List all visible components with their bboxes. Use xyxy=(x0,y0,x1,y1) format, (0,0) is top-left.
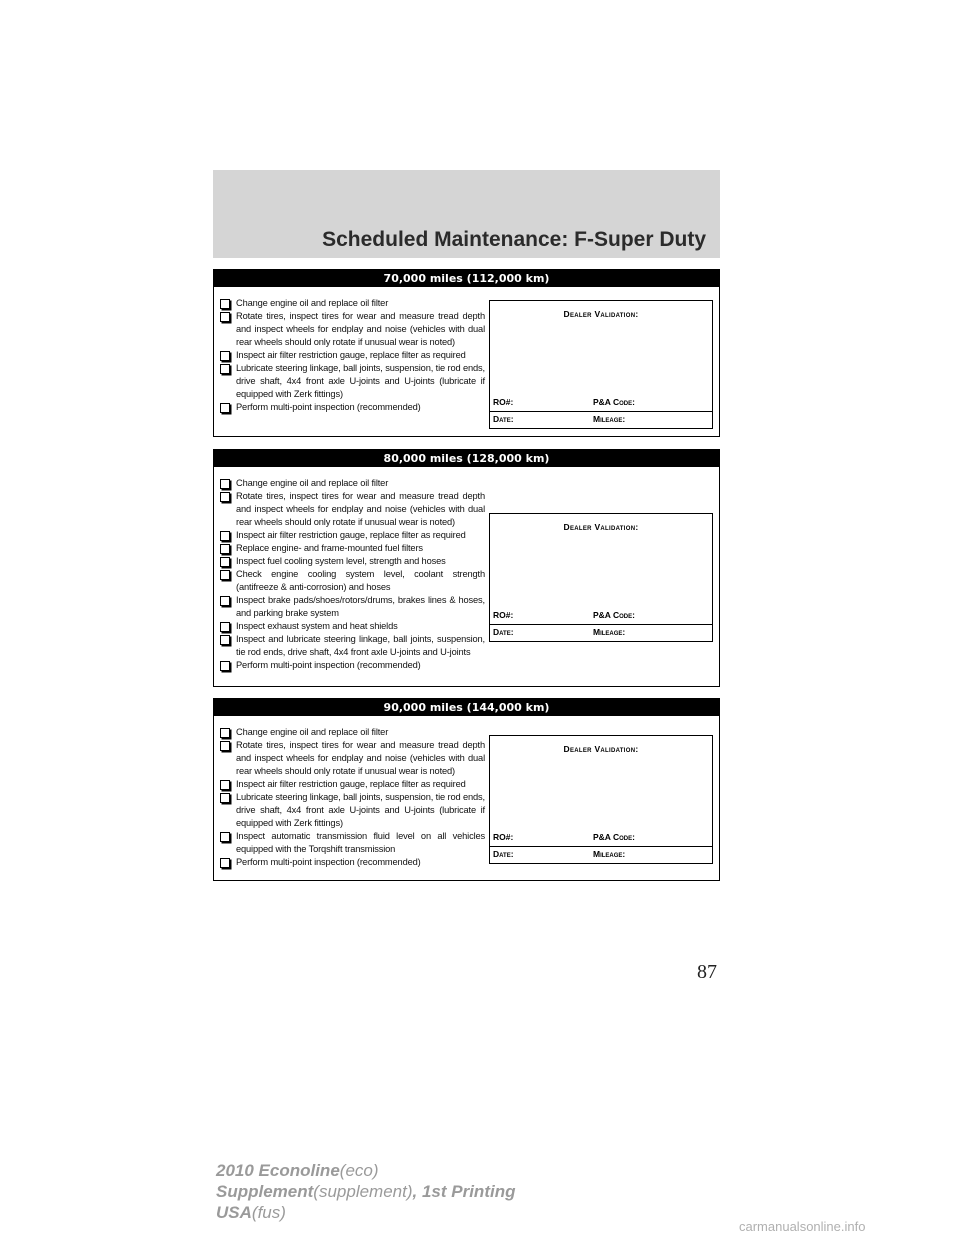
maintenance-section-90k xyxy=(213,698,720,881)
checklist-item[interactable]: Replace engine- and frame-mounted fuel filters xyxy=(220,542,485,555)
checklist-item[interactable]: Perform multi-point inspection (recommended) xyxy=(220,659,485,672)
checkbox-icon[interactable] xyxy=(220,479,230,489)
checkbox-icon[interactable] xyxy=(220,622,230,632)
dealer-validation-box xyxy=(489,300,713,429)
checkbox-icon[interactable] xyxy=(220,793,230,803)
ro-number-label: RO#: xyxy=(493,832,514,842)
checkbox-icon[interactable] xyxy=(220,312,230,322)
section-heading: 80,000 miles (128,000 km) xyxy=(214,450,719,467)
checkbox-icon[interactable] xyxy=(220,492,230,502)
maintenance-section-80k xyxy=(213,449,720,687)
checklist-item[interactable]: Check engine cooling system level, coolant strength (antifreeze & anti-corrosion) and hoses xyxy=(220,568,485,594)
checkbox-icon[interactable] xyxy=(220,635,230,645)
checkbox-icon[interactable] xyxy=(220,741,230,751)
checkbox-icon[interactable] xyxy=(220,557,230,567)
ro-number-label: RO#: xyxy=(493,397,514,407)
checklist-item[interactable]: Perform multi-point inspection (recommended) xyxy=(220,401,485,414)
pa-code-label: P&A Code: xyxy=(593,397,635,407)
checklist-item[interactable]: Inspect air filter restriction gauge, replace filter as required xyxy=(220,529,485,542)
page-header-band xyxy=(213,170,720,258)
checkbox-icon[interactable] xyxy=(220,544,230,554)
ro-number-label: RO#: xyxy=(493,610,514,620)
checklist-item[interactable]: Perform multi-point inspection (recommended) xyxy=(220,856,485,869)
checkbox-icon[interactable] xyxy=(220,661,230,671)
mileage-label: Mileage: xyxy=(593,414,626,424)
checklist-item[interactable]: Rotate tires, inspect tires for wear and measure tread depth and inspect wheels for endplay and noise (vehicles with dual rear wheels should only rotate if unusual wear is noted) xyxy=(220,310,485,349)
checkbox-icon[interactable] xyxy=(220,728,230,738)
checkbox-icon[interactable] xyxy=(220,403,230,413)
divider xyxy=(490,624,712,625)
checklist-item[interactable]: Change engine oil and replace oil filter xyxy=(220,726,485,739)
mileage-label: Mileage: xyxy=(593,627,626,637)
dealer-validation-title: Dealer Validation: xyxy=(563,309,639,319)
checklist-item[interactable]: Inspect exhaust system and heat shields xyxy=(220,620,485,633)
section-heading: 70,000 miles (112,000 km) xyxy=(214,270,719,287)
checkbox-icon[interactable] xyxy=(220,596,230,606)
checkbox-icon[interactable] xyxy=(220,531,230,541)
watermark: carmanualsonline.info xyxy=(739,1219,866,1234)
dealer-validation-box xyxy=(489,735,713,864)
page-number: 87 xyxy=(697,961,717,983)
checklist-item[interactable]: Inspect air filter restriction gauge, replace filter as required xyxy=(220,778,485,791)
checkbox-icon[interactable] xyxy=(220,570,230,580)
checkbox-icon[interactable] xyxy=(220,364,230,374)
checkbox-icon[interactable] xyxy=(220,858,230,868)
checklist-item[interactable]: Rotate tires, inspect tires for wear and measure tread depth and inspect wheels for endplay and noise (vehicles with dual rear wheels should only rotate if unusual wear is noted) xyxy=(220,490,485,529)
checklist xyxy=(220,297,485,414)
checkbox-icon[interactable] xyxy=(220,299,230,309)
checklist-item[interactable]: Inspect brake pads/shoes/rotors/drums, brakes lines & hoses, and parking brake system xyxy=(220,594,485,620)
checklist-item[interactable]: Change engine oil and replace oil filter xyxy=(220,477,485,490)
divider xyxy=(490,846,712,847)
checklist-item[interactable]: Inspect fuel cooling system level, strength and hoses xyxy=(220,555,485,568)
date-label: Date: xyxy=(493,627,514,637)
checklist xyxy=(220,726,485,869)
dealer-validation-title: Dealer Validation: xyxy=(563,522,639,532)
checklist-item[interactable]: Inspect and lubricate steering linkage, ball joints, suspension, tie rod ends, drive shaft, 4x4 front axle U-joints and U-joints xyxy=(220,633,485,659)
date-label: Date: xyxy=(493,414,514,424)
checklist-item[interactable]: Change engine oil and replace oil filter xyxy=(220,297,485,310)
checklist-item[interactable]: Rotate tires, inspect tires for wear and measure tread depth and inspect wheels for endplay and noise (vehicles with dual rear wheels should only rotate if unusual wear is noted) xyxy=(220,739,485,778)
checklist-item[interactable]: Inspect automatic transmission fluid level on all vehicles equipped with the Torqshift transmission xyxy=(220,830,485,856)
footer-line-3: USA(fus) xyxy=(216,1203,286,1222)
checklist-item[interactable]: Lubricate steering linkage, ball joints, suspension, tie rod ends, drive shaft, 4x4 front axle U-joints and U-joints (lubricate if equipped with Zerk fittings) xyxy=(220,362,485,401)
pa-code-label: P&A Code: xyxy=(593,832,635,842)
dealer-validation-title: Dealer Validation: xyxy=(563,744,639,754)
checkbox-icon[interactable] xyxy=(220,780,230,790)
checkbox-icon[interactable] xyxy=(220,832,230,842)
checklist-item[interactable]: Lubricate steering linkage, ball joints, suspension, tie rod ends, drive shaft, 4x4 front axle U-joints and U-joints (lubricate if equipped with Zerk fittings) xyxy=(220,791,485,830)
page-title: Scheduled Maintenance: F-Super Duty xyxy=(322,228,706,251)
checklist xyxy=(220,477,485,672)
checkbox-icon[interactable] xyxy=(220,351,230,361)
date-label: Date: xyxy=(493,849,514,859)
maintenance-section-70k xyxy=(213,269,720,437)
mileage-label: Mileage: xyxy=(593,849,626,859)
section-heading: 90,000 miles (144,000 km) xyxy=(214,699,719,716)
checklist-item[interactable]: Inspect air filter restriction gauge, replace filter as required xyxy=(220,349,485,362)
pa-code-label: P&A Code: xyxy=(593,610,635,620)
footer-edition-info xyxy=(216,1160,515,1223)
dealer-validation-box xyxy=(489,513,713,642)
divider xyxy=(490,411,712,412)
footer-line-2: Supplement(supplement), 1st Printing xyxy=(216,1182,516,1201)
footer-line-1: 2010 Econoline(eco) xyxy=(216,1161,379,1180)
